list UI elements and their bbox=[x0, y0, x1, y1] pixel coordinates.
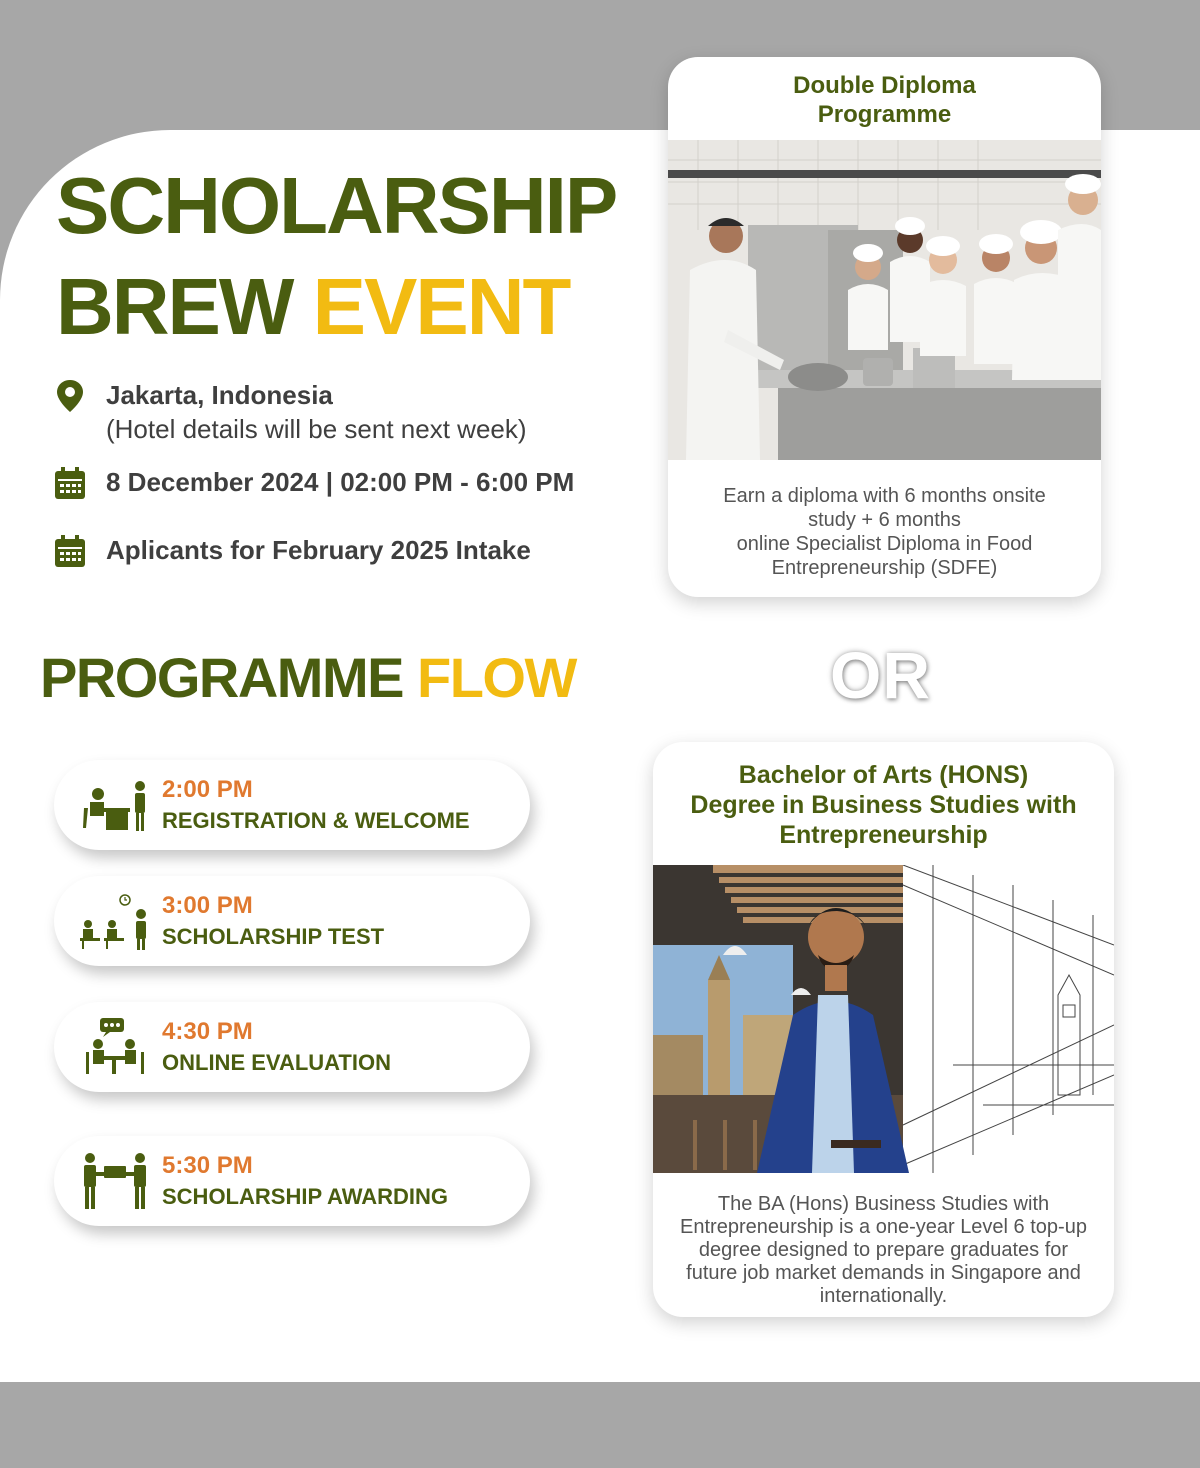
programme-word: PROGRAMME bbox=[40, 646, 417, 709]
desc-line: Entrepreneurship is a one-year Level 6 top-up bbox=[680, 1216, 1087, 1238]
flow-time: 3:00 PM bbox=[162, 892, 253, 919]
datetime-text: 8 December 2024 | 02:00 PM - 6:00 PM bbox=[106, 467, 575, 497]
card-title-line: Degree in Business Studies with bbox=[690, 791, 1077, 819]
or-separator: OR bbox=[830, 638, 931, 712]
programme-flow-title bbox=[40, 646, 576, 709]
award-handover-icon bbox=[78, 1150, 152, 1212]
flow-time: 5:30 PM bbox=[162, 1152, 253, 1179]
flow-step-awarding bbox=[54, 1136, 530, 1226]
card-title-line: Bachelor of Arts (HONS) bbox=[738, 761, 1029, 789]
card-title-line: Entrepreneurship bbox=[779, 821, 988, 849]
calendar-icon bbox=[52, 533, 88, 569]
card-title bbox=[653, 760, 1114, 850]
flow-step-test bbox=[54, 876, 530, 966]
location-pin-icon bbox=[52, 378, 88, 414]
exam-icon bbox=[78, 890, 152, 952]
flow-step-evaluation bbox=[54, 1002, 530, 1092]
location-row bbox=[52, 378, 527, 446]
double-diploma-card[interactable] bbox=[668, 57, 1101, 597]
card-description bbox=[668, 484, 1101, 580]
flow-label: SCHOLARSHIP AWARDING bbox=[162, 1184, 449, 1209]
discussion-icon bbox=[78, 1016, 152, 1078]
desc-line: degree designed to prepare graduates for bbox=[698, 1239, 1069, 1261]
calendar-icon bbox=[52, 465, 88, 501]
flow-label: REGISTRATION & WELCOME bbox=[162, 808, 470, 833]
bachelor-degree-card[interactable] bbox=[653, 742, 1114, 1317]
desc-line: Entrepreneurship (SDFE) bbox=[771, 557, 998, 579]
location-note: (Hotel details will be sent next week) bbox=[106, 414, 527, 444]
headline-event: EVENT bbox=[312, 262, 570, 351]
bottom-band bbox=[0, 1382, 1200, 1468]
flow-word: FLOW bbox=[417, 646, 576, 709]
card-title bbox=[668, 71, 1101, 129]
desc-line: online Specialist Diploma in Food bbox=[736, 533, 1033, 555]
flow-time: 2:00 PM bbox=[162, 776, 253, 803]
card-description bbox=[653, 1193, 1114, 1308]
card-title-line: Programme bbox=[817, 101, 952, 128]
desc-line: The BA (Hons) Business Studies with bbox=[717, 1193, 1050, 1215]
desc-line: Earn a diploma with 6 months onsite bbox=[723, 485, 1046, 507]
intake-row bbox=[52, 533, 531, 569]
headline-line-1: SCHOLARSHIP bbox=[56, 161, 617, 250]
registration-desk-icon bbox=[78, 774, 152, 836]
desc-line: internationally. bbox=[819, 1285, 948, 1307]
location-text: Jakarta, Indonesia bbox=[106, 380, 333, 410]
desc-line: future job market demands in Singapore and bbox=[686, 1262, 1081, 1284]
card-title-line: Double Diploma bbox=[793, 72, 976, 99]
datetime-row bbox=[52, 465, 574, 501]
desc-line: study + 6 months bbox=[808, 509, 961, 531]
business-student-photo bbox=[653, 865, 1114, 1173]
flow-label: ONLINE EVALUATION bbox=[162, 1050, 391, 1075]
headline-line-2 bbox=[56, 262, 570, 351]
flow-step-registration bbox=[54, 760, 530, 850]
intake-text: Aplicants for February 2025 Intake bbox=[106, 535, 531, 565]
flow-label: SCHOLARSHIP TEST bbox=[162, 924, 385, 949]
flow-time: 4:30 PM bbox=[162, 1018, 253, 1045]
headline-brew: BREW bbox=[56, 262, 313, 351]
chef-class-photo bbox=[668, 140, 1101, 460]
